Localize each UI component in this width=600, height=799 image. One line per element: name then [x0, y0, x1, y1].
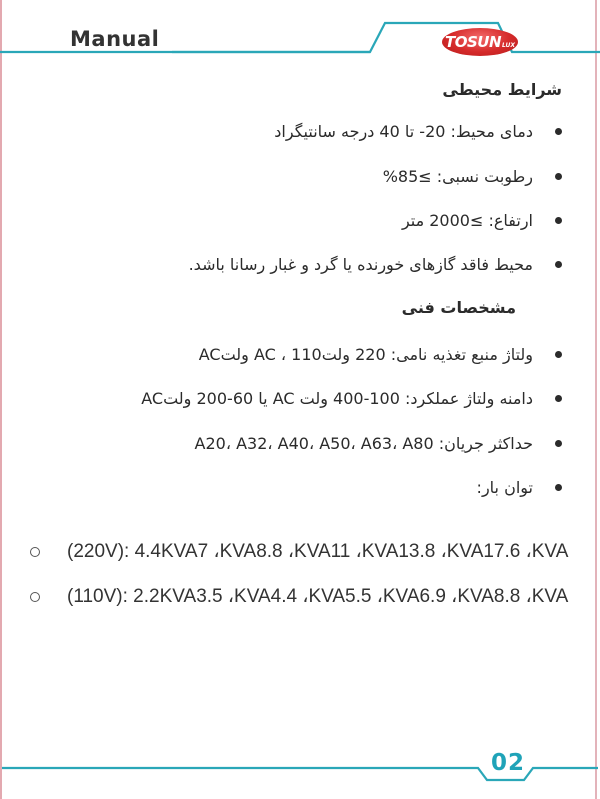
- environment-atmosphere: محیط فاقد گازهای خورنده یا گرد و غبار رسانا باشد.: [188, 255, 533, 274]
- page-number: 02: [491, 750, 526, 776]
- heading-technical: مشخصات فنی: [401, 298, 516, 317]
- rated-voltage: ولتاژ منبع تغذیه نامی: 220 ولتAC ، 110 ولتAC: [198, 345, 533, 364]
- logo-suffix: LUX: [502, 41, 516, 49]
- operating-voltage-range: دامنه ولتاژ عملکرد: 100-400 ولت AC یا 60-200 ولتAC: [141, 389, 533, 408]
- environment-altitude: ارتفاع: ≥2000 متر: [401, 211, 533, 230]
- environment-temperature: دمای محیط: 20- تا 40 درجه سانتیگراد: [274, 122, 533, 141]
- load-power-110v: (110V): 2.2KVA3.5 ،KVA4.4 ،KVA5.5 ،KVA6.9 ،KVA8.8 ،KVA: [67, 586, 569, 607]
- logo-brand: TOSUN: [444, 33, 502, 51]
- environment-humidity: رطوبت نسبی: ≥85%: [382, 167, 533, 186]
- load-power-label: توان بار:: [476, 478, 533, 497]
- heading-environment: شرایط محیطی: [442, 80, 562, 99]
- manual-title: Manual: [70, 27, 160, 51]
- load-power-220v: (220V): 4.4KVA7 ،KVA8.8 ،KVA11 ،KVA13.8 ،KVA17.6 ،KVA: [67, 541, 569, 562]
- max-current: حداکثر جریان: A20، A32، A40، A50، A63، A80: [194, 434, 533, 453]
